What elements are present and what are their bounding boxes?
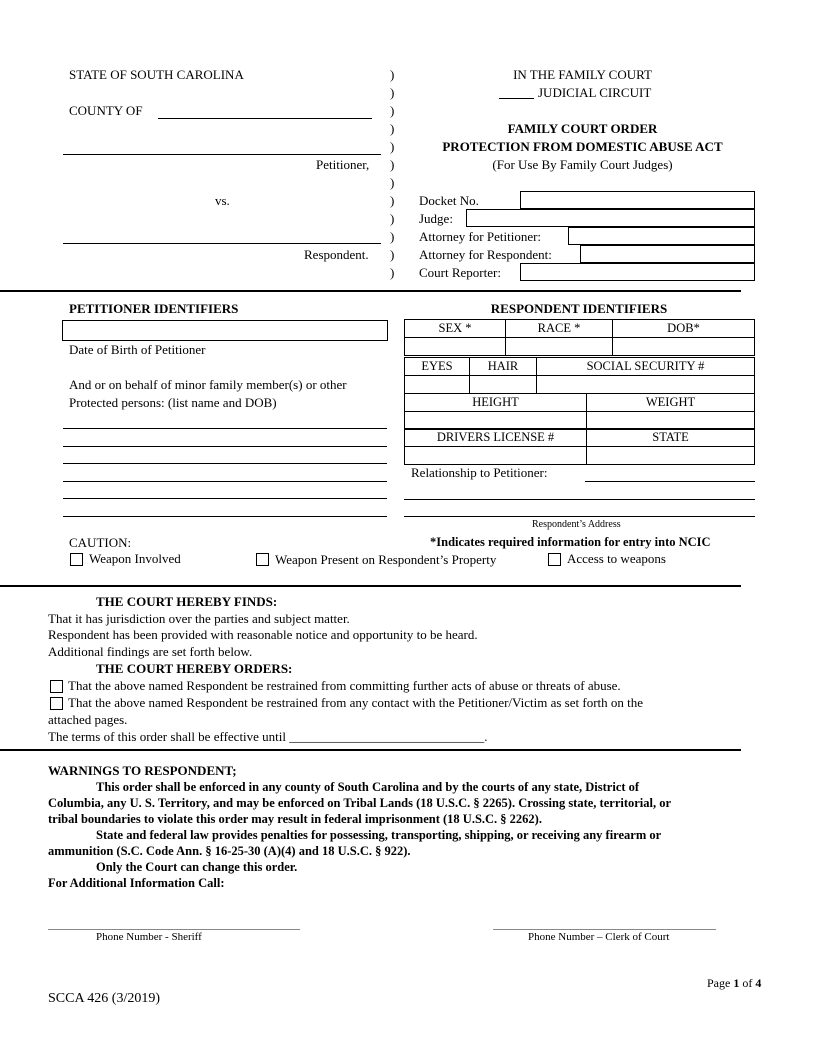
address-line[interactable]: [404, 516, 755, 517]
warning-firearms-2: ammunition (S.C. Code Ann. § 16-25-30 (A)(4) and 18 U.S.C. § 922).: [48, 844, 411, 858]
clerk-phone-label: Phone Number – Clerk of Court: [528, 931, 670, 943]
page-number: [707, 976, 761, 991]
circuit-label: JUDICIAL CIRCUIT: [538, 85, 652, 100]
paren: ): [390, 193, 395, 208]
restrain-abuse-checkbox[interactable]: [50, 680, 63, 693]
orders-heading: THE COURT HEREBY ORDERS:: [96, 661, 293, 676]
county-field[interactable]: [158, 118, 372, 119]
hair-header: HAIR: [470, 358, 537, 376]
race-field[interactable]: [506, 338, 613, 356]
paren: ): [390, 265, 395, 280]
paren: ): [390, 103, 395, 118]
attorney-respondent-label: Attorney for Respondent:: [419, 247, 552, 262]
eyes-header: EYES: [405, 358, 470, 376]
ncic-note: *Indicates required information for entry into NCIC: [430, 535, 711, 549]
protected-person-line[interactable]: [63, 481, 387, 482]
warning-enforcement: This order shall be enforced in any county of South Carolina and by the courts of any state, District of: [96, 780, 640, 794]
paren: ): [390, 85, 395, 100]
protected-person-line[interactable]: [63, 463, 387, 464]
race-header: RACE *: [506, 320, 613, 338]
warning-court-change: Only the Court can change this order.: [96, 860, 298, 874]
license-field[interactable]: [405, 447, 587, 465]
paren: ): [390, 157, 395, 172]
height-field[interactable]: [405, 412, 587, 430]
respondent-identifiers-heading: RESPONDENT IDENTIFIERS: [490, 301, 668, 316]
petitioner-dob-field[interactable]: [62, 320, 388, 341]
petitioner-label: Petitioner,: [316, 157, 370, 172]
page-current: 1: [733, 976, 740, 990]
license-header: DRIVERS LICENSE #: [405, 429, 587, 447]
state-field[interactable]: [587, 447, 755, 465]
respondent-address-label: Respondent’s Address: [532, 519, 621, 530]
page-total: 4: [755, 976, 762, 990]
ssn-header: SOCIAL SECURITY #: [537, 358, 755, 376]
section-divider: [0, 290, 741, 292]
weapon-present-label: Weapon Present on Respondent’s Property: [275, 552, 497, 567]
order-restrain-contact: That the above named Respondent be restrained from any contact with the Petitioner/Victim as set forth on the: [68, 695, 644, 710]
sex-header: SEX *: [405, 320, 506, 338]
protected-person-line[interactable]: [63, 428, 387, 429]
form-title: FAMILY COURT ORDER: [507, 121, 658, 136]
relationship-label: Relationship to Petitioner:: [411, 465, 548, 480]
docket-field[interactable]: [520, 191, 755, 209]
sex-field[interactable]: [405, 338, 506, 356]
order-restrain-abuse: That the above named Respondent be restrained from committing further acts of abuse or threats of abuse.: [68, 678, 621, 693]
court-reporter-label: Court Reporter:: [419, 265, 501, 280]
form-id: SCCA 426 (3/2019): [48, 991, 161, 1006]
warnings-heading: WARNINGS TO RESPONDENT;: [48, 763, 237, 778]
sheriff-phone-field[interactable]: [48, 929, 300, 930]
height-header: HEIGHT: [405, 394, 587, 412]
dob-header: DOB*: [613, 320, 755, 338]
section-divider: [0, 749, 741, 751]
page-prefix: Page: [707, 976, 731, 990]
attorney-petitioner-field[interactable]: [568, 227, 755, 245]
weapon-involved-label: Weapon Involved: [89, 551, 181, 566]
dob-field[interactable]: [613, 338, 755, 356]
page-of: of: [742, 976, 753, 990]
respondent-grid-2: [404, 357, 755, 394]
order-restrain-contact-cont: attached pages.: [48, 712, 128, 727]
finding-notice: Respondent has been provided with reasonable notice and opportunity to be heard.: [48, 627, 478, 642]
access-weapons-checkbox[interactable]: [548, 553, 561, 566]
vs-label: vs.: [215, 193, 230, 208]
protected-person-line[interactable]: [63, 498, 387, 499]
docket-label: Docket No.: [419, 193, 479, 208]
weapon-present-checkbox[interactable]: [256, 553, 269, 566]
respondent-label: Respondent.: [304, 247, 369, 262]
paren: ): [390, 139, 395, 154]
court-label: IN THE FAMILY COURT: [513, 67, 652, 82]
respondent-grid-1: [404, 319, 755, 356]
form-usage-note: (For Use By Family Court Judges): [492, 157, 673, 172]
petitioner-identifiers-heading: PETITIONER IDENTIFIERS: [69, 301, 239, 316]
respondent-grid-3: [404, 393, 755, 430]
warning-enforcement-3: tribal boundaries to violate this order may result in federal imprisonment (18 U.S.C. § 2262).: [48, 812, 542, 826]
protected-persons-label: Protected persons: (list name and DOB): [69, 395, 277, 410]
paren: ): [390, 121, 395, 136]
respondent-grid-4: [404, 428, 755, 465]
sheriff-phone-label: Phone Number - Sheriff: [96, 931, 202, 943]
judge-label: Judge:: [419, 211, 453, 226]
address-line[interactable]: [404, 499, 755, 500]
paren: ): [390, 229, 395, 244]
court-reporter-field[interactable]: [520, 263, 755, 281]
attorney-petitioner-label: Attorney for Petitioner:: [419, 229, 542, 244]
caution-label: CAUTION:: [69, 535, 132, 550]
paren: ): [390, 211, 395, 226]
paren: ): [390, 175, 395, 190]
state-label: STATE OF SOUTH CAROLINA: [69, 67, 244, 82]
findings-heading: THE COURT HEREBY FINDS:: [96, 594, 278, 609]
form-subtitle: PROTECTION FROM DOMESTIC ABUSE ACT: [442, 139, 723, 154]
access-weapons-label: Access to weapons: [567, 551, 666, 566]
petitioner-name-field[interactable]: [63, 154, 381, 155]
state-header: STATE: [587, 429, 755, 447]
finding-additional: Additional findings are set forth below.: [48, 644, 253, 659]
ssn-field[interactable]: [537, 376, 755, 394]
additional-info-label: For Additional Information Call:: [48, 876, 225, 890]
weight-field[interactable]: [587, 412, 755, 430]
paren: ): [390, 67, 395, 82]
county-label: COUNTY OF: [69, 103, 143, 118]
judge-field[interactable]: [466, 209, 755, 227]
eyes-field[interactable]: [405, 376, 470, 394]
restrain-contact-checkbox[interactable]: [50, 697, 63, 710]
attorney-respondent-field[interactable]: [580, 245, 755, 263]
hair-field[interactable]: [470, 376, 537, 394]
finding-jurisdiction: That it has jurisdiction over the parties and subject matter.: [48, 611, 350, 626]
section-divider: [0, 585, 741, 587]
warning-firearms: State and federal law provides penalties for possessing, transporting, shipping, or receiving any firearm or: [96, 828, 662, 842]
relationship-field[interactable]: [585, 481, 755, 482]
protected-person-line[interactable]: [63, 516, 387, 517]
clerk-phone-field[interactable]: [493, 929, 716, 930]
petitioner-dob-label: Date of Birth of Petitioner: [69, 342, 206, 357]
minor-members-label: And or on behalf of minor family member(s) or other: [69, 377, 347, 392]
respondent-name-field[interactable]: [63, 243, 381, 244]
warning-enforcement-2: Columbia, any U. S. Territory, and may be enforced on Tribal Lands (18 U.S.C. § 2265). Crossing state, territorial, or: [48, 796, 672, 810]
order-effective-until: The terms of this order shall be effective until ______________________________.: [48, 729, 488, 744]
weapon-involved-checkbox[interactable]: [70, 553, 83, 566]
circuit-field[interactable]: [499, 98, 534, 99]
paren: ): [390, 247, 395, 262]
protected-person-line[interactable]: [63, 446, 387, 447]
weight-header: WEIGHT: [587, 394, 755, 412]
